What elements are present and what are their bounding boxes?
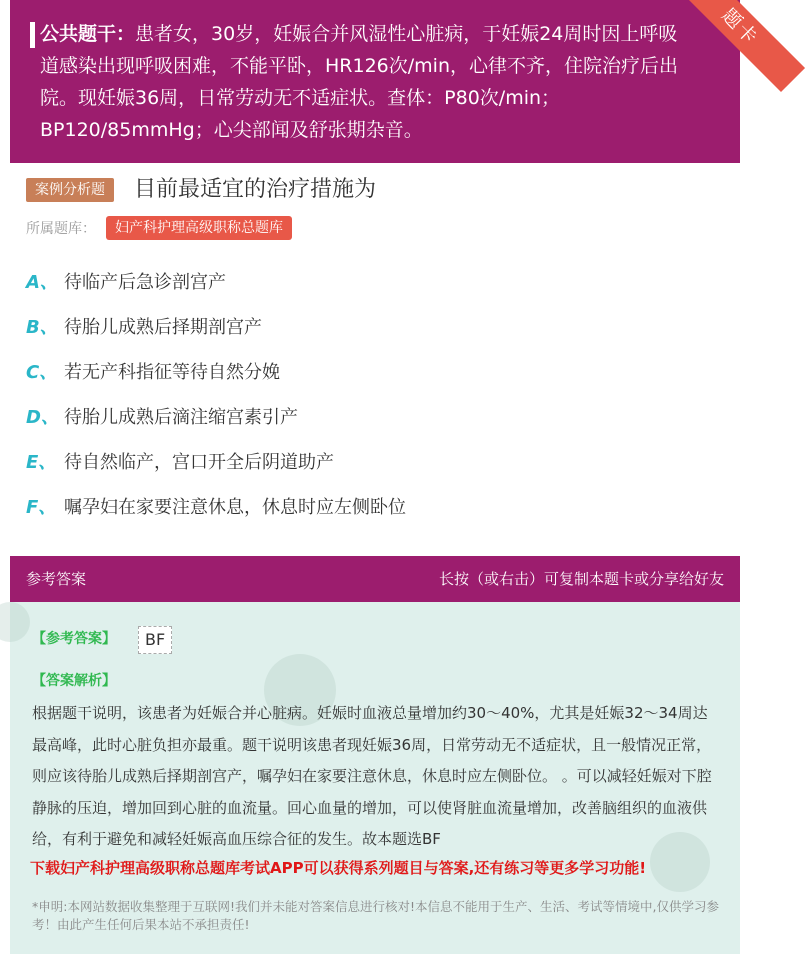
option-letter: E、 bbox=[26, 452, 57, 473]
option-text: 待临产后急诊剖宫产 bbox=[64, 272, 226, 293]
option-b[interactable] bbox=[26, 315, 262, 341]
option-text: 若无产科指征等待自然分娩 bbox=[64, 362, 280, 383]
library-link[interactable]: 妇产科护理高级职称总题库 bbox=[106, 216, 292, 240]
option-e[interactable] bbox=[26, 450, 334, 476]
stem-accent-bar bbox=[30, 22, 35, 48]
corner-ribbon-label: 题卡 bbox=[675, 0, 805, 92]
question-type-tag: 案例分析题 bbox=[26, 178, 114, 202]
option-d[interactable] bbox=[26, 405, 298, 431]
analysis-label: 【答案解析】 bbox=[32, 673, 116, 689]
option-text: 待自然临产，宫口开全后阴道助产 bbox=[64, 452, 334, 473]
option-f[interactable] bbox=[26, 495, 406, 521]
answer-label: 【参考答案】 bbox=[32, 631, 116, 647]
option-text: 待胎儿成熟后择期剖宫产 bbox=[64, 317, 262, 338]
watermark-logo bbox=[0, 602, 30, 642]
analysis-text: 根据题干说明，该患者为妊娠合并心脏病。妊娠时血液总量增加约30～40%，尤其是妊娠32～34周达最高峰，此时心脏负担亦最重。题干说明该患者现妊娠36周，日常劳动无不适症状，且一般情况正常，则应该待胎儿成熟后择期剖宫产，嘱孕妇在家要注意休息，休息时应左侧卧位。 。可以减轻妊娠对下腔静脉的压迫，增加回到心脏的血流量。回心血量的增加，可以使肾脏血流量增加，改善脑组织的血液供给，有利于避免和减轻妊娠高血压综合征的发生。故本题选BF bbox=[32, 704, 712, 848]
answer-value[interactable]: BF bbox=[138, 626, 172, 654]
option-letter: A、 bbox=[26, 272, 58, 293]
answer-header-title: 参考答案 bbox=[26, 570, 87, 588]
copy-share-hint[interactable]: 长按（或右击）可复制本题卡或分享给好友 bbox=[438, 570, 724, 588]
stem-label: 公共题干： bbox=[40, 23, 136, 45]
app-promo-link[interactable]: 下载妇产科护理高级职称总题库考试APP可以获得系列题目与答案,还有练习等更多学习功能! bbox=[30, 859, 647, 877]
disclaimer: *申明:本网站数据收集整理于互联网!我们并未能对答案信息进行核对!本信息不能用于生产、生活、考试等情境中,仅供学习参考！由此产生任何后果本站不承担责任! bbox=[32, 899, 719, 932]
question-title: 目前最适宜的治疗措施为 bbox=[134, 177, 377, 202]
corner-ribbon bbox=[655, 0, 763, 75]
option-letter: C、 bbox=[26, 362, 58, 383]
stem-text: 患者女，30岁，妊娠合并风湿性心脏病，于妊娠24周时因上呼吸道感染出现呼吸困难，不能平卧，HR126次/min，心律不齐，住院治疗后出院。现妊娠36周，日常劳动无不适症状。查体：P80次/min；BP120/85mmHg；心尖部闻及舒张期杂音。 bbox=[40, 23, 678, 141]
option-text: 嘱孕妇在家要注意休息，休息时应左侧卧位 bbox=[64, 497, 406, 518]
option-a[interactable] bbox=[26, 270, 226, 296]
answer-panel bbox=[10, 602, 740, 954]
question-stem-panel bbox=[10, 0, 740, 163]
option-c[interactable] bbox=[26, 360, 280, 386]
library-label: 所属题库： bbox=[26, 221, 96, 237]
option-letter: F、 bbox=[26, 497, 57, 518]
option-text: 待胎儿成熟后滴注缩宫素引产 bbox=[64, 407, 298, 428]
answer-header bbox=[10, 556, 740, 602]
option-letter: D、 bbox=[26, 407, 59, 428]
option-letter: B、 bbox=[26, 317, 58, 338]
